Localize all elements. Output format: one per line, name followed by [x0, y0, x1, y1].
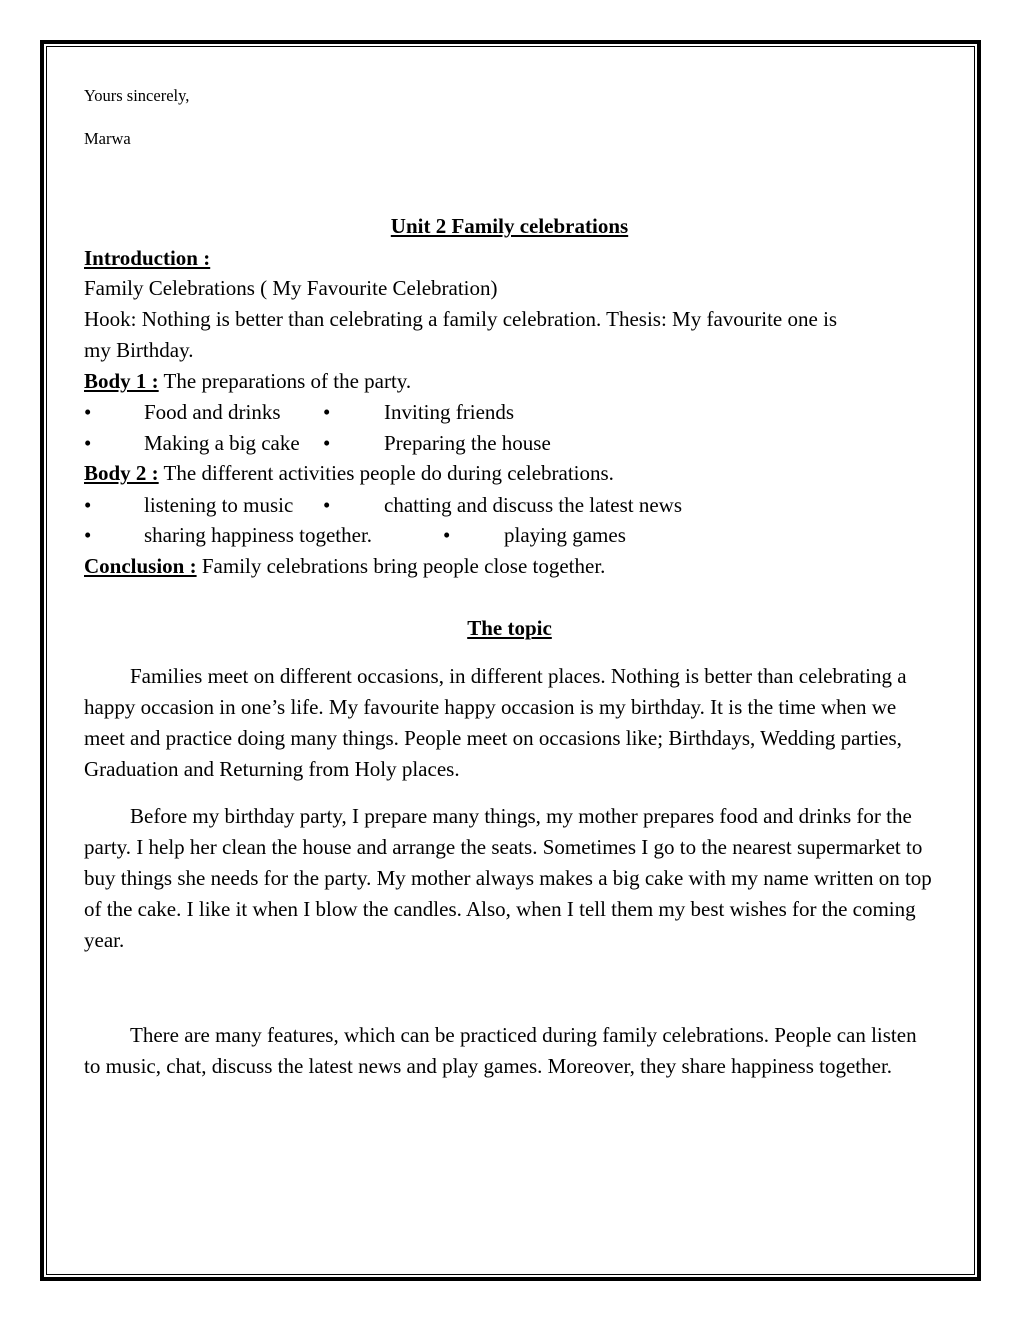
closing-signature: Marwa — [84, 129, 131, 148]
body1-bullet-food: Food and drinks — [144, 400, 281, 424]
body2-line — [84, 461, 614, 486]
body1-bullet-cake: Making a big cake — [144, 431, 300, 455]
bullet-icon: • — [84, 400, 92, 424]
topic-heading: The topic — [467, 616, 552, 640]
paragraph-1: Families meet on different occasions, in different places. Nothing is better than celebrating a happy occasion in one’s life. My favourite happy occasion is my birthday. It is the time when we meet and practice doing many things. People meet on occasions like; Birthdays, Wedding parties, Graduation and Returning from Holy places. — [84, 664, 907, 781]
body2-bullet-sharing: sharing happiness together. — [144, 523, 373, 547]
conclusion-line — [84, 554, 605, 579]
bullet-icon: • — [323, 431, 331, 455]
body1-text: The preparations of the party. — [158, 369, 412, 393]
body2-bullet-games: playing games — [504, 523, 626, 547]
body1-line — [84, 369, 411, 394]
bullet-icon: • — [84, 431, 92, 455]
body1-bullet-inviting: Inviting friends — [384, 400, 515, 424]
body2-bullet-music: listening to music — [144, 493, 294, 517]
introduction-heading — [84, 246, 210, 271]
bullet-icon: • — [323, 493, 331, 517]
introduction-label: Introduction : — [84, 246, 211, 270]
body2-text: The different activities people do during celebrations. — [158, 461, 614, 485]
unit-title: Unit 2 Family celebrations — [390, 214, 629, 238]
body2-label: Body 2 : — [84, 461, 159, 485]
conclusion-label: Conclusion : — [84, 554, 197, 578]
conclusion-text: Family celebrations bring people close together. — [196, 554, 606, 578]
paragraph-2: Before my birthday party, I prepare many things, my mother prepares food and drinks for the party. I help her clean the house and arrange the seats. Sometimes I go to the nearest supermarket to buy things she needs for the party. My mother always makes a big cake with my name written on top of the cake. I like it when I blow the candles. Also, when I tell them my best wishes for the coming year. — [84, 804, 932, 952]
introduction-line: Family Celebrations ( My Favourite Celebration) — [84, 276, 498, 300]
bullet-icon: • — [443, 523, 451, 547]
paragraph-3: There are many features, which can be practiced during family celebrations. People can listen to music, chat, discuss the latest news and play games. Moreover, they share happiness together. — [84, 1023, 917, 1078]
closing-salutation: Yours sincerely, — [84, 86, 190, 105]
hook-line-2: my Birthday. — [84, 338, 194, 362]
body1-label: Body 1 : — [84, 369, 159, 393]
bullet-icon: • — [84, 523, 92, 547]
bullet-icon: • — [323, 400, 331, 424]
body2-bullet-chatting: chatting and discuss the latest news — [384, 493, 683, 517]
bullet-icon: • — [84, 493, 92, 517]
body1-bullet-house: Preparing the house — [384, 431, 551, 455]
hook-line-1: Hook: Nothing is better than celebrating a family celebration. Thesis: My favourite one is — [84, 307, 838, 331]
